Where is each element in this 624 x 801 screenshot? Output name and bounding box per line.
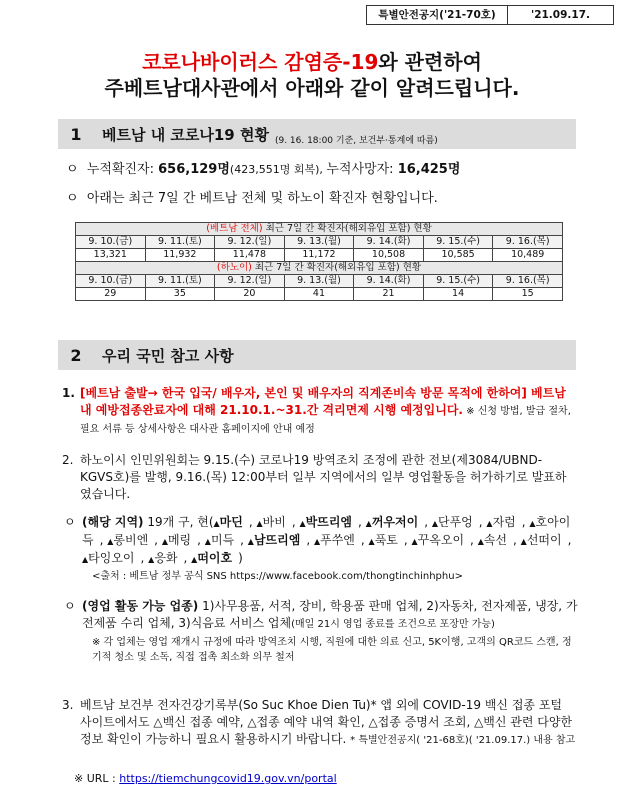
hanoi-count-cell: 14 [423,288,493,301]
section1-subtitle: (9. 16. 18:00 기준, 보건부·통계에 따름) [274,135,438,146]
date-header-cell: 9. 16.(목) [493,236,563,249]
date-header-cell: 9. 10.(금) [76,275,146,288]
district-item: 응화 [154,551,178,565]
notice-date: '21.09.17. [530,9,591,21]
district-item: 자럼 [492,515,516,529]
district-item: 호아이득 [82,515,571,547]
date-header-cell: 9. 15.(수) [423,236,493,249]
table-caption-hanoi: (하노이) 최근 7일 간 확진자(해외유입 포함) 현황 [76,262,563,275]
date-header-cell: 9. 14.(화) [354,236,424,249]
section2-header: 2 우리 국민 참고 사항 [58,340,576,370]
vietnam-count-cell: 10,489 [493,249,563,262]
date-header-cell: 9. 13.(월) [284,275,354,288]
table-caption-vietnam: (베트남 전체) 최근 7일 간 확진자(해외유입 포함) 현황 [76,223,563,236]
section1-title: 베트남 내 코로나19 현황 [102,125,269,144]
allowed-areas: ㅇ (해당 지역) 19개 구, 현(▲마딘 , ▲바비 , ▲박뜨리엠 , ▲꺼우저이 , ▲단푸엉 , ▲자럼 , ▲호아이득 , ▲롱비엔 , ▲메링 , ▲미득 , ▲남뜨리엠 , ▲푸쑤엔 , ▲푹토 , ▲꾸옥오이 , ▲속선 , ▲선떠이 , ▲타잉오이 , ▲응화 , ▲떠이호 ) <출처 : 베트남 정부 공식 SNS https://www.facebook.com/thongtinchinhphu> [64,514,578,585]
portal-link[interactable]: https://tiemchungcovid19.gov.vn/portal [119,772,337,785]
district-item: 박뜨리엠 [305,515,353,529]
vietnam-count-cell: 11,932 [145,249,215,262]
vietnam-count-cell: 10,508 [354,249,424,262]
page-title-line2: 주베트남대사관에서 아래와 같이 알려드립니다. [104,76,520,100]
district-item: 바비 [262,515,286,529]
table-intro: ㅇ 아래는 최근 7일 간 베트남 전체 및 하노이 확진자 현황입니다. [66,191,438,206]
hanoi-count-cell: 35 [145,288,215,301]
district-item: 남뜨리엠 [253,533,301,547]
date-header-cell: 9. 10.(금) [76,236,146,249]
district-item: 떠이호 [197,551,233,565]
area-source: <출처 : 베트남 정부 공식 SNS https://www.facebook.com/thongtinchinhphu> [92,571,463,582]
vietnam-count-cell: 11,172 [284,249,354,262]
portal-url: ※ URL : https://tiemchungcovid19.gov.vn/portal [74,772,337,785]
date-header-cell: 9. 13.(월) [284,236,354,249]
district-item: 푹토 [374,533,398,547]
date-header-cell: 9. 11.(토) [145,236,215,249]
date-header-cell: 9. 12.(일) [215,236,285,249]
district-item: 메링 [167,533,192,547]
district-item: 선떠이 [526,533,562,547]
district-item: 속선 [483,533,508,547]
page-title-line1: 코로나바이러스 감염증-19와 관련하여 [142,50,482,74]
date-header-cell: 9. 16.(목) [493,275,563,288]
district-item: 푸쑤엔 [320,533,355,547]
hanoi-count-cell: 15 [493,288,563,301]
date-header-cell: 9. 11.(토) [145,275,215,288]
item-3: 3. 베트남 보건부 전자건강기록부(So Suc Khoe Dien Tu)* 앱 외에 COVID-19 백신 접종 포털 사이트에서도 △백신 접종 예약, △접종 예약 내역 확인, △접종 증명서 조회, △백신 관련 다양한 정보 확인이 가능하니 필요시 활용하시기 바랍니다. * 특별안전공지( '21-68호)( '21.09.17.) 내용 참고 [62,698,576,746]
vietnam-count-cell: 10,585 [423,249,493,262]
date-header-cell: 9. 14.(화) [354,275,424,288]
hanoi-count-cell: 29 [76,288,146,301]
notice-label: 특별안전공지('21-70호) [367,6,508,24]
notice-box [366,5,614,25]
allowed-businesses: ㅇ (영업 활동 가능 업종) 1)사무용품, 서적, 장비, 학용품 판매 업체, 2)자동차, 전자제품, 냉장, 가전제품 수리 업체, 3)식음료 서비스 업체(매일 21시 영업 종료를 조건으로 포장만 가능) ※ 각 업체는 영업 재개시 규정에 따라 방역조치 시행, 직원에 대한 의료 신고, 5K이행, 고객의 QR코드 스캔, 정기적 청소 및 소독, 직접 접촉 최소화 의무 철저 [64,599,578,663]
hanoi-count-cell: 20 [215,288,285,301]
district-item: 꾸옥오이 [417,533,465,547]
district-item: 꺼우저이 [371,515,419,529]
section1-header: 1 베트남 내 코로나19 현황 (9. 16. 18:00 기준, 보건부·통계에 따름) [58,119,576,149]
business-note: ※ 각 업체는 영업 재개시 규정에 따라 방역조치 시행, 직원에 대한 의료 신고, 5K이행, 고객의 QR코드 스캔, 정기적 청소 및 소독, 직접 접촉 최소화 의무 철저 [92,637,572,663]
district-item: 타잉오이 [88,551,135,565]
district-item: 롱비엔 [113,533,149,547]
date-header-cell: 9. 12.(일) [215,275,285,288]
hanoi-count-cell: 41 [284,288,354,301]
district-item: 단푸엉 [437,515,473,529]
district-item: 마딘 [219,515,243,529]
cumulative-stats: ㅇ 누적확진자: 656,129명(423,551명 회복), 누적사망자: 16,425명 [66,162,461,177]
hanoi-count-cell: 21 [354,288,424,301]
section2-title: 우리 국민 참고 사항 [102,346,234,365]
district-item: 미득 [210,533,235,547]
vietnam-count-cell: 13,321 [76,249,146,262]
vietnam-count-cell: 11,478 [215,249,285,262]
date-header-cell: 9. 15.(수) [423,275,493,288]
confirmed-cases-table [75,222,563,301]
item-1: 1. [베트남 출발→ 한국 입국/ 배우자, 본인 및 배우자의 직계존비속 방문 목적에 한하여] 베트남 내 예방접종완료자에 대해 21.10.1.~31.간 격리면제 시행 예정입니다. ※ 신청 방법, 발급 절차, 필요 서류 등 상세사항은 대사관 홈페이지에 안내 예정 [62,386,571,435]
item-2: 2. 하노이시 인민위원회는 9.15.(수) 코로나19 방역조치 조정에 관한 전보(제3084/UBND-KGVS호)를 발행, 9.16.(목) 12:00부터 일부 지역에서의 일부 영업활동을 허가하기로 발표하였습니다. [62,453,567,501]
